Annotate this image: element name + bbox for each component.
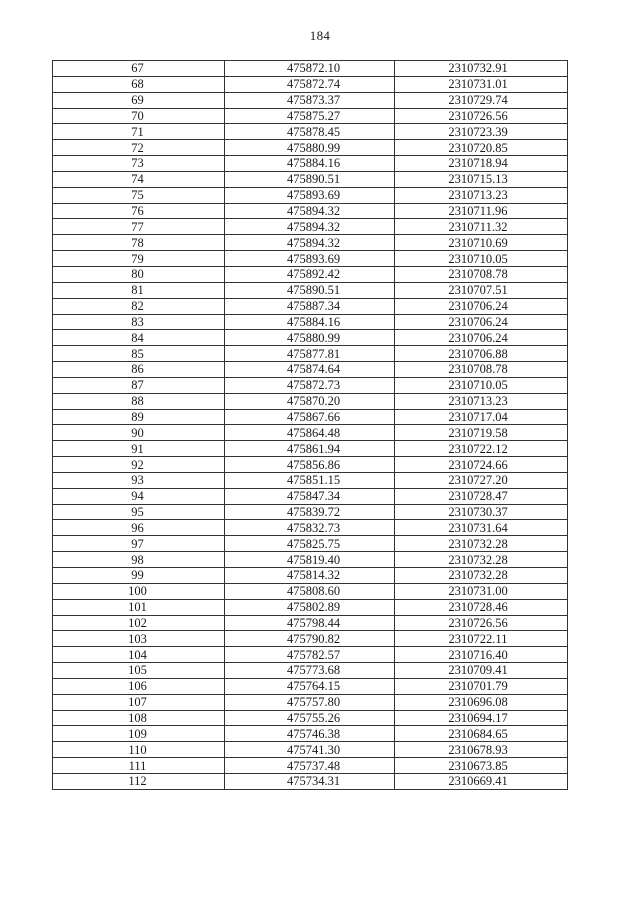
x-coordinate-cell: 475894.32	[225, 219, 395, 235]
y-coordinate-cell: 2310706.24	[395, 298, 568, 314]
table-row	[53, 76, 568, 92]
point-number-cell: 76	[53, 203, 225, 219]
x-coordinate-cell: 475872.73	[225, 377, 395, 393]
table-row	[53, 314, 568, 330]
y-coordinate-cell: 2310678.93	[395, 742, 568, 758]
point-number-cell: 98	[53, 552, 225, 568]
y-coordinate-cell: 2310673.85	[395, 758, 568, 774]
x-coordinate-cell: 475894.32	[225, 235, 395, 251]
y-coordinate-cell: 2310711.96	[395, 203, 568, 219]
x-coordinate-cell: 475782.57	[225, 647, 395, 663]
table-row	[53, 409, 568, 425]
y-coordinate-cell: 2310722.12	[395, 441, 568, 457]
table-row	[53, 298, 568, 314]
x-coordinate-cell: 475814.32	[225, 568, 395, 584]
x-coordinate-cell: 475880.99	[225, 140, 395, 156]
x-coordinate-cell: 475798.44	[225, 615, 395, 631]
table-row	[53, 219, 568, 235]
x-coordinate-cell: 475851.15	[225, 472, 395, 488]
point-number-cell: 107	[53, 694, 225, 710]
point-number-cell: 81	[53, 282, 225, 298]
point-number-cell: 77	[53, 219, 225, 235]
x-coordinate-cell: 475872.10	[225, 61, 395, 77]
y-coordinate-cell: 2310706.24	[395, 330, 568, 346]
table-row	[53, 282, 568, 298]
y-coordinate-cell: 2310730.37	[395, 504, 568, 520]
point-number-cell: 75	[53, 187, 225, 203]
x-coordinate-cell: 475875.27	[225, 108, 395, 124]
x-coordinate-cell: 475887.34	[225, 298, 395, 314]
y-coordinate-cell: 2310713.23	[395, 187, 568, 203]
x-coordinate-cell: 475832.73	[225, 520, 395, 536]
table-row	[53, 203, 568, 219]
point-number-cell: 82	[53, 298, 225, 314]
x-coordinate-cell: 475872.74	[225, 76, 395, 92]
point-number-cell: 70	[53, 108, 225, 124]
y-coordinate-cell: 2310728.46	[395, 599, 568, 615]
x-coordinate-cell: 475802.89	[225, 599, 395, 615]
point-number-cell: 68	[53, 76, 225, 92]
x-coordinate-cell: 475870.20	[225, 393, 395, 409]
point-number-cell: 106	[53, 678, 225, 694]
x-coordinate-cell: 475856.86	[225, 457, 395, 473]
point-number-cell: 71	[53, 124, 225, 140]
point-number-cell: 103	[53, 631, 225, 647]
table-row	[53, 552, 568, 568]
point-number-cell: 96	[53, 520, 225, 536]
x-coordinate-cell: 475873.37	[225, 92, 395, 108]
y-coordinate-cell: 2310731.64	[395, 520, 568, 536]
table-row	[53, 758, 568, 774]
y-coordinate-cell: 2310724.66	[395, 457, 568, 473]
point-number-cell: 85	[53, 346, 225, 362]
point-number-cell: 69	[53, 92, 225, 108]
y-coordinate-cell: 2310713.23	[395, 393, 568, 409]
x-coordinate-cell: 475892.42	[225, 266, 395, 282]
point-number-cell: 79	[53, 251, 225, 267]
point-number-cell: 78	[53, 235, 225, 251]
table-row	[53, 663, 568, 679]
point-number-cell: 93	[53, 472, 225, 488]
table-row	[53, 472, 568, 488]
point-number-cell: 73	[53, 156, 225, 172]
table-row	[53, 441, 568, 457]
y-coordinate-cell: 2310710.05	[395, 377, 568, 393]
point-number-cell: 72	[53, 140, 225, 156]
coordinates-table	[52, 60, 568, 790]
y-coordinate-cell: 2310694.17	[395, 710, 568, 726]
x-coordinate-cell: 475741.30	[225, 742, 395, 758]
coordinates-table-body	[53, 61, 568, 790]
point-number-cell: 74	[53, 171, 225, 187]
y-coordinate-cell: 2310716.40	[395, 647, 568, 663]
y-coordinate-cell: 2310710.69	[395, 235, 568, 251]
y-coordinate-cell: 2310684.65	[395, 726, 568, 742]
point-number-cell: 80	[53, 266, 225, 282]
point-number-cell: 87	[53, 377, 225, 393]
x-coordinate-cell: 475819.40	[225, 552, 395, 568]
x-coordinate-cell: 475839.72	[225, 504, 395, 520]
x-coordinate-cell: 475764.15	[225, 678, 395, 694]
table-row	[53, 61, 568, 77]
table-row	[53, 346, 568, 362]
point-number-cell: 100	[53, 583, 225, 599]
table-row	[53, 187, 568, 203]
y-coordinate-cell: 2310732.28	[395, 568, 568, 584]
point-number-cell: 110	[53, 742, 225, 758]
y-coordinate-cell: 2310726.56	[395, 108, 568, 124]
point-number-cell: 88	[53, 393, 225, 409]
point-number-cell: 86	[53, 362, 225, 378]
y-coordinate-cell: 2310706.24	[395, 314, 568, 330]
point-number-cell: 90	[53, 425, 225, 441]
point-number-cell: 104	[53, 647, 225, 663]
table-row	[53, 266, 568, 282]
y-coordinate-cell: 2310720.85	[395, 140, 568, 156]
y-coordinate-cell: 2310701.79	[395, 678, 568, 694]
x-coordinate-cell: 475890.51	[225, 282, 395, 298]
x-coordinate-cell: 475877.81	[225, 346, 395, 362]
table-row	[53, 536, 568, 552]
y-coordinate-cell: 2310732.91	[395, 61, 568, 77]
x-coordinate-cell: 475867.66	[225, 409, 395, 425]
point-number-cell: 112	[53, 773, 225, 789]
point-number-cell: 111	[53, 758, 225, 774]
x-coordinate-cell: 475864.48	[225, 425, 395, 441]
point-number-cell: 97	[53, 536, 225, 552]
x-coordinate-cell: 475825.75	[225, 536, 395, 552]
point-number-cell: 94	[53, 488, 225, 504]
table-row	[53, 362, 568, 378]
y-coordinate-cell: 2310708.78	[395, 266, 568, 282]
y-coordinate-cell: 2310727.20	[395, 472, 568, 488]
y-coordinate-cell: 2310696.08	[395, 694, 568, 710]
x-coordinate-cell: 475808.60	[225, 583, 395, 599]
x-coordinate-cell: 475847.34	[225, 488, 395, 504]
x-coordinate-cell: 475861.94	[225, 441, 395, 457]
y-coordinate-cell: 2310709.41	[395, 663, 568, 679]
table-row	[53, 393, 568, 409]
x-coordinate-cell: 475893.69	[225, 187, 395, 203]
y-coordinate-cell: 2310731.00	[395, 583, 568, 599]
y-coordinate-cell: 2310710.05	[395, 251, 568, 267]
x-coordinate-cell: 475880.99	[225, 330, 395, 346]
table-row	[53, 694, 568, 710]
point-number-cell: 99	[53, 568, 225, 584]
point-number-cell: 67	[53, 61, 225, 77]
x-coordinate-cell: 475878.45	[225, 124, 395, 140]
page-number: 184	[309, 28, 331, 43]
y-coordinate-cell: 2310723.39	[395, 124, 568, 140]
point-number-cell: 101	[53, 599, 225, 615]
x-coordinate-cell: 475790.82	[225, 631, 395, 647]
point-number-cell: 89	[53, 409, 225, 425]
point-number-cell: 109	[53, 726, 225, 742]
table-row	[53, 425, 568, 441]
table-row	[53, 330, 568, 346]
table-row	[53, 742, 568, 758]
x-coordinate-cell: 475737.48	[225, 758, 395, 774]
table-row	[53, 647, 568, 663]
table-row	[53, 235, 568, 251]
point-number-cell: 91	[53, 441, 225, 457]
table-row	[53, 251, 568, 267]
point-number-cell: 95	[53, 504, 225, 520]
table-row	[53, 156, 568, 172]
y-coordinate-cell: 2310707.51	[395, 282, 568, 298]
table-row	[53, 615, 568, 631]
table-row	[53, 171, 568, 187]
x-coordinate-cell: 475755.26	[225, 710, 395, 726]
x-coordinate-cell: 475884.16	[225, 156, 395, 172]
table-row	[53, 631, 568, 647]
point-number-cell: 102	[53, 615, 225, 631]
x-coordinate-cell: 475874.64	[225, 362, 395, 378]
table-row	[53, 773, 568, 789]
point-number-cell: 84	[53, 330, 225, 346]
x-coordinate-cell: 475773.68	[225, 663, 395, 679]
y-coordinate-cell: 2310726.56	[395, 615, 568, 631]
x-coordinate-cell: 475894.32	[225, 203, 395, 219]
table-row	[53, 92, 568, 108]
table-row	[53, 583, 568, 599]
x-coordinate-cell: 475893.69	[225, 251, 395, 267]
y-coordinate-cell: 2310711.32	[395, 219, 568, 235]
table-row	[53, 710, 568, 726]
table-row	[53, 726, 568, 742]
y-coordinate-cell: 2310715.13	[395, 171, 568, 187]
y-coordinate-cell: 2310708.78	[395, 362, 568, 378]
table-row	[53, 108, 568, 124]
y-coordinate-cell: 2310729.74	[395, 92, 568, 108]
x-coordinate-cell: 475890.51	[225, 171, 395, 187]
y-coordinate-cell: 2310719.58	[395, 425, 568, 441]
x-coordinate-cell: 475746.38	[225, 726, 395, 742]
y-coordinate-cell: 2310669.41	[395, 773, 568, 789]
table-row	[53, 140, 568, 156]
table-row	[53, 457, 568, 473]
y-coordinate-cell: 2310728.47	[395, 488, 568, 504]
y-coordinate-cell: 2310718.94	[395, 156, 568, 172]
table-row	[53, 377, 568, 393]
table-row	[53, 568, 568, 584]
x-coordinate-cell: 475757.80	[225, 694, 395, 710]
x-coordinate-cell: 475734.31	[225, 773, 395, 789]
table-row	[53, 488, 568, 504]
x-coordinate-cell: 475884.16	[225, 314, 395, 330]
table-row	[53, 678, 568, 694]
table-row	[53, 124, 568, 140]
point-number-cell: 105	[53, 663, 225, 679]
table-row	[53, 504, 568, 520]
point-number-cell: 83	[53, 314, 225, 330]
y-coordinate-cell: 2310706.88	[395, 346, 568, 362]
y-coordinate-cell: 2310731.01	[395, 76, 568, 92]
y-coordinate-cell: 2310717.04	[395, 409, 568, 425]
point-number-cell: 92	[53, 457, 225, 473]
y-coordinate-cell: 2310732.28	[395, 552, 568, 568]
table-row	[53, 599, 568, 615]
y-coordinate-cell: 2310732.28	[395, 536, 568, 552]
y-coordinate-cell: 2310722.11	[395, 631, 568, 647]
point-number-cell: 108	[53, 710, 225, 726]
table-row	[53, 520, 568, 536]
